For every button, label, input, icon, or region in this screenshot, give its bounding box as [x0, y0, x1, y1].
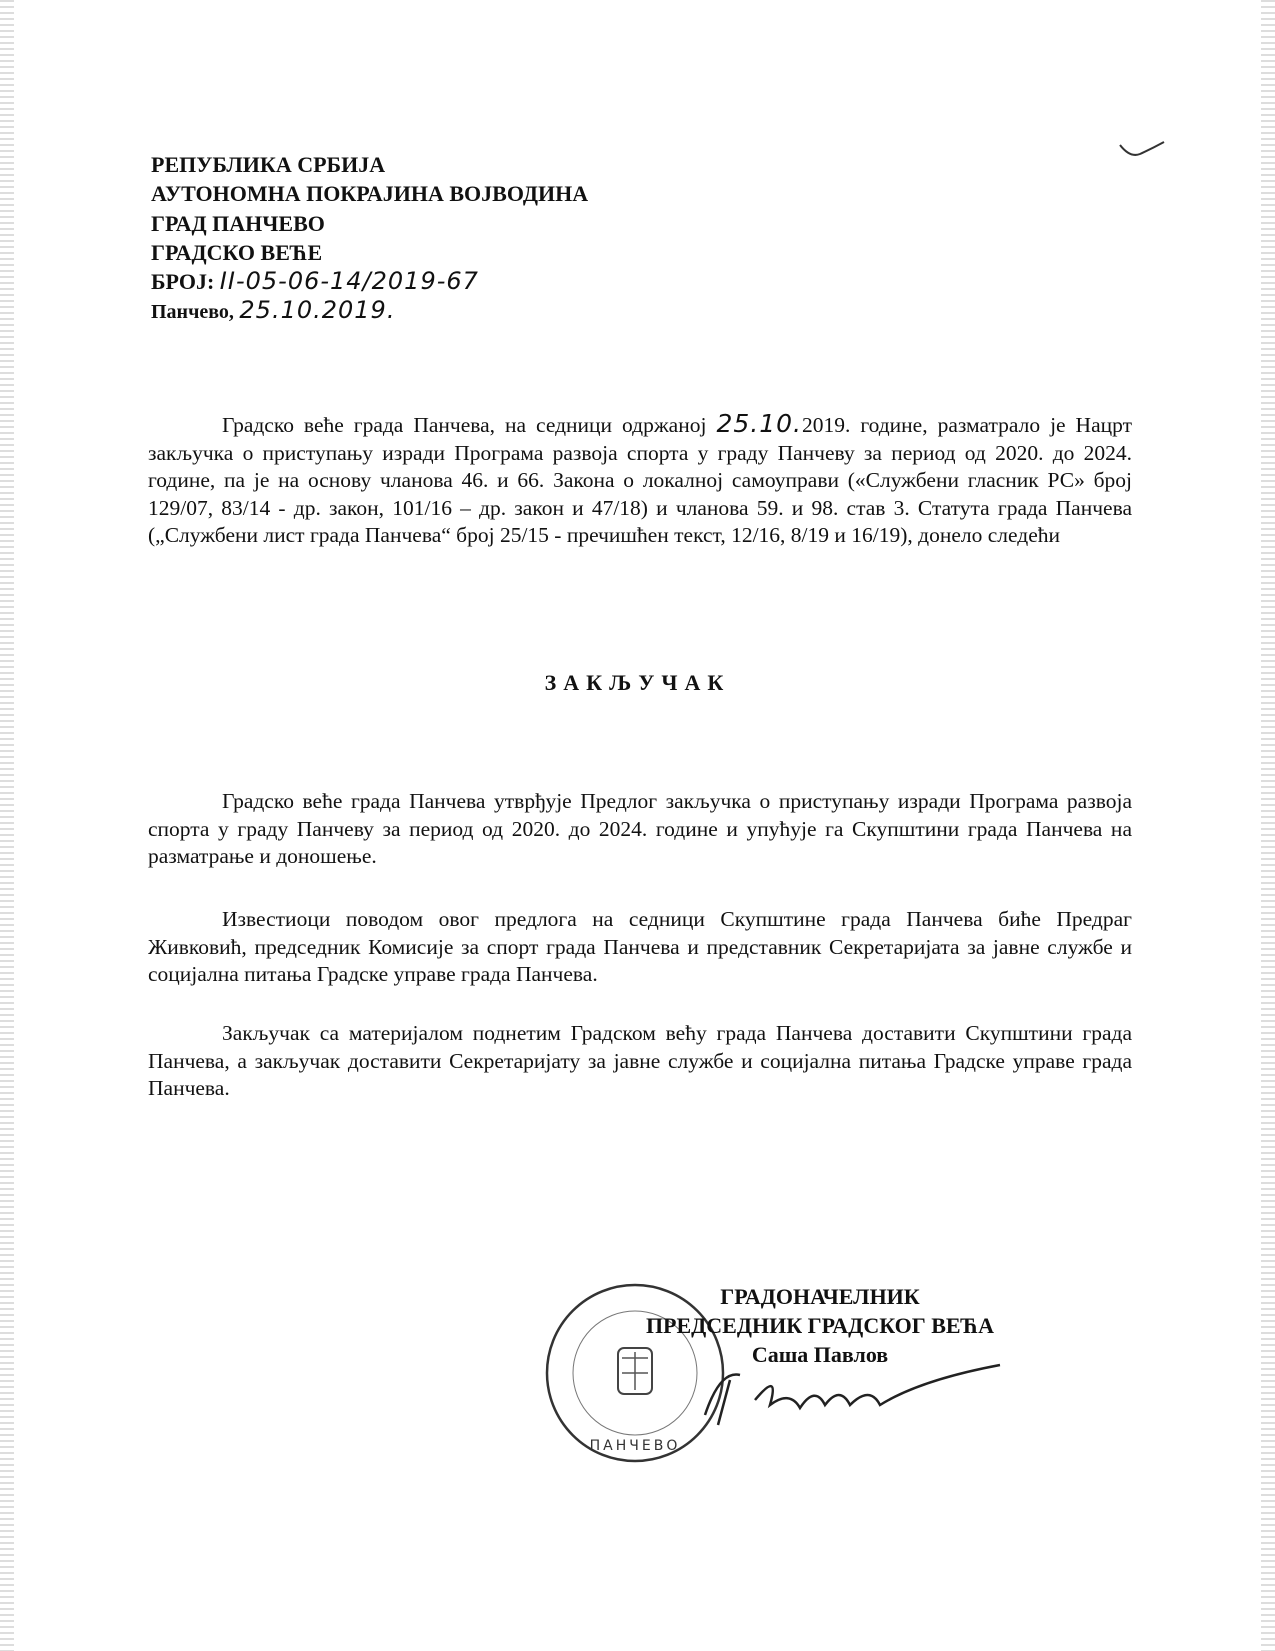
number-label: БРОЈ: [151, 269, 215, 295]
scan-edge-left [0, 0, 14, 1651]
intro-paragraph [148, 410, 1132, 550]
svg-text:ПАНЧЕВО: ПАНЧЕВО [589, 1438, 681, 1454]
signatory-name: Саша Павлов [751, 1342, 889, 1367]
header-line: ГРАД ПАНЧЕВО [151, 210, 325, 236]
paragraph-text: Закључак са материјалом поднетим Градском већу града Панчева доставити Скупштини града Панчева, а закључак доставити Секретаријату за јавне службе и социјална питања Градске управе града Панчева. [148, 1021, 1132, 1101]
header-line: АУТОНОМНА ПОКРАЈИНА ВОЈВОДИНА [151, 181, 589, 207]
body-paragraph [148, 1020, 1132, 1103]
handwritten-signature [700, 1360, 1020, 1430]
check-mark [1118, 140, 1168, 165]
paragraph-text: Известиоци поводом овог предлога на седници Скупштине града Панчева биће Предраг Живковић, председник Комисије за спорт града Панчева и представник Секретаријата за јавне службе и социјална питања Градске управе града Панчева. [148, 907, 1132, 987]
date-value: 25.10.2019. [239, 296, 396, 325]
scan-edge-right [1261, 0, 1275, 1651]
number-value: II-05-06-14/2019-67 [219, 267, 479, 296]
document-title: ЗАКЉУЧАК [544, 670, 731, 695]
handwritten-date: 25.10. [716, 409, 802, 438]
place-label: Панчево, [151, 301, 234, 324]
paragraph-text: Градско веће града Панчева утврђује Предлог закључка о приступању изради Програма развоја спорта у граду Панчеву за период од 2020. до 2024. године и упућује га Скупштини града Панчева на разматрање и доношење. [148, 789, 1132, 869]
document-header [151, 150, 588, 328]
body-paragraph [148, 788, 1132, 871]
document-number [151, 267, 588, 296]
header-line: ГРАДСКО ВЕЋЕ [151, 239, 323, 265]
document-date [151, 296, 588, 327]
intro-text: 2019. године, разматрало је Нацрт закључка о приступању изради Програма развоја спорта у граду Панчеву за период од 2020. до 2024. године, па је на основу чланова 46. и 66. Закона о локалној самоуправи («Службени гласник РС» број 129/07, 83/14 - др. закон, 101/16 – др. закон и 47/18) и чланова 59. и 98. став 3. Статута града Панчева („Службени лист града Панчева“ број 25/15 - пречишћен текст, 12/16, 8/19 и 16/19), донело следећи [148, 413, 1132, 548]
signature-block [600, 1282, 1040, 1369]
signature-title: ПРЕДСЕДНИК ГРАДСКОГ ВЕЋА [645, 1313, 995, 1338]
signature-title: ГРАДОНАЧЕЛНИК [720, 1284, 920, 1309]
body-paragraph [148, 906, 1132, 989]
intro-text: Градско веће града Панчева, на седници одржаној [222, 413, 717, 437]
header-line: РЕПУБЛИКА СРБИЈА [151, 152, 386, 177]
